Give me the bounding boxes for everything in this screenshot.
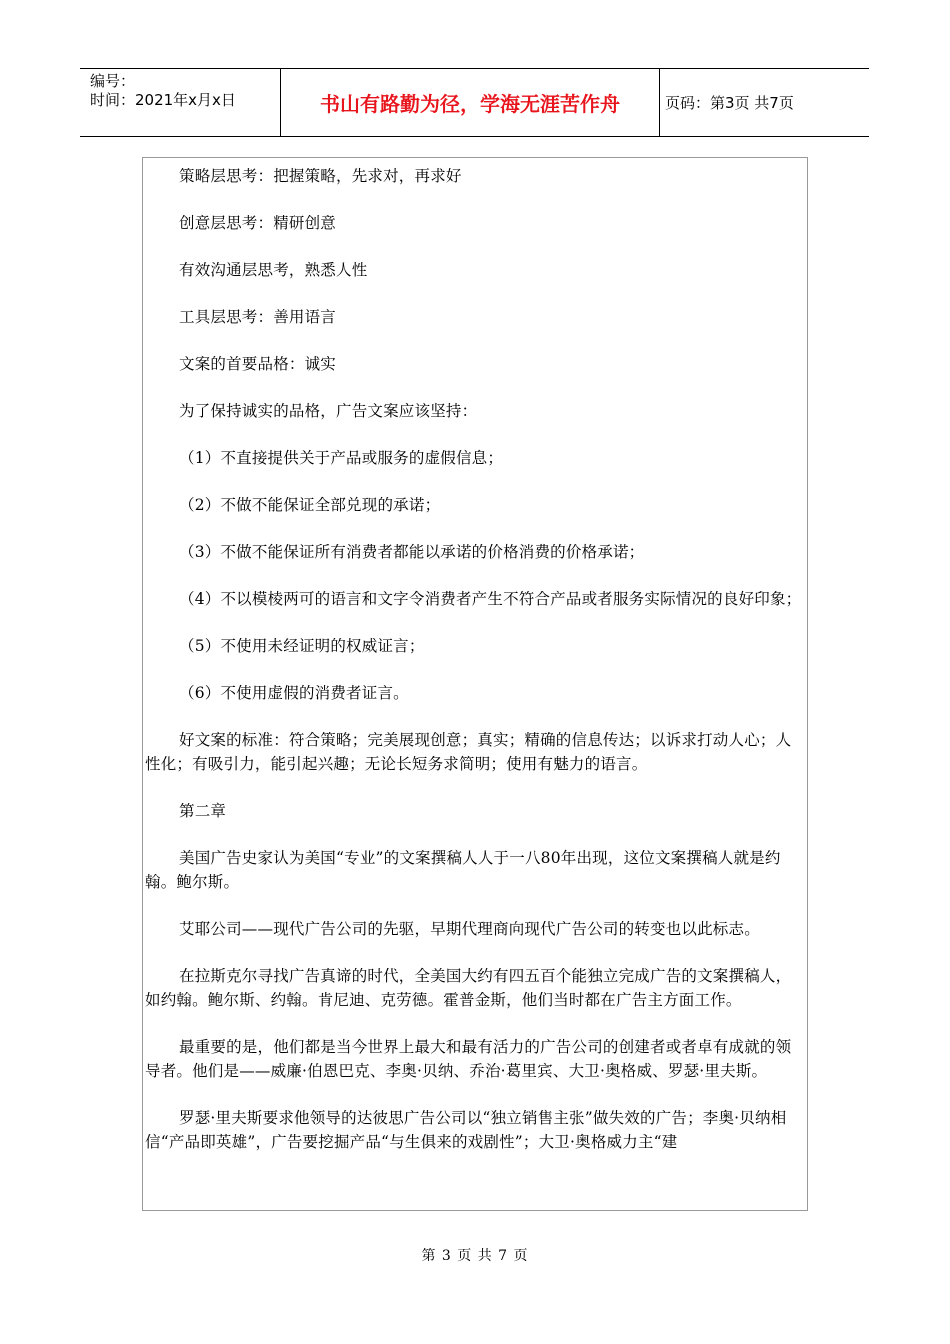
paragraph: 美国广告史家认为美国“专业”的文案撰稿人人于一八80年出现，这位文案撰稿人就是约翰。鲍尔斯。 bbox=[145, 849, 781, 891]
paragraph: 创意层思考：精研创意 bbox=[179, 214, 337, 232]
header-motto-cell bbox=[280, 69, 660, 136]
paragraph: 有效沟通层思考，熟悉人性 bbox=[179, 261, 368, 279]
paragraph: 策略层思考：把握策略，先求对，再求好 bbox=[179, 167, 462, 185]
header-meta-cell bbox=[80, 69, 280, 136]
list-item: （5）不使用未经证明的权威证言； bbox=[179, 637, 425, 655]
paragraph-list bbox=[145, 164, 805, 1177]
list-item: （2）不做不能保证全部兑现的承诺； bbox=[179, 496, 441, 514]
time-label: 时间：2021年x月x日 bbox=[90, 91, 236, 109]
paragraph: 艾耶公司——现代广告公司的先驱，早期代理商向现代广告公司的转变也以此标志。 bbox=[179, 920, 760, 938]
paragraph: 工具层思考：善用语言 bbox=[179, 308, 337, 326]
code-label: 编号： bbox=[90, 72, 136, 90]
list-item: （4）不以模棱两可的语言和文字令消费者产生不符合产品或者服务实际情况的良好印象； bbox=[179, 590, 802, 608]
chapter-heading: 第二章 bbox=[179, 802, 227, 820]
list-item: （6）不使用虚假的消费者证言。 bbox=[179, 684, 409, 702]
page-header bbox=[80, 68, 869, 137]
paragraph: 为了保持诚实的品格，广告文案应该坚持： bbox=[179, 402, 478, 420]
paragraph: 好文案的标准：符合策略；完美展现创意；真实；精确的信息传达；以诉求打动人心；人性化；有吸引力，能引起兴趣；无论长短务求简明；使用有魅力的语言。 bbox=[145, 731, 792, 773]
page-footer: 第 3 页 共 7 页 bbox=[421, 1248, 529, 1264]
list-item: （1）不直接提供关于产品或服务的虚假信息； bbox=[179, 449, 504, 467]
header-page-cell bbox=[659, 69, 869, 136]
paragraph: 最重要的是，他们都是当今世界上最大和最有活力的广告公司的创建者或者卓有成就的领导者。他们是——威廉·伯恩巴克、李奥·贝纳、乔治·葛里宾、大卫·奥格威、罗瑟·里夫斯。 bbox=[145, 1038, 792, 1080]
page-info: 页码：第3页 共7页 bbox=[665, 94, 794, 112]
paragraph: 罗瑟·里夫斯要求他领导的达彼思广告公司以“独立销售主张”做失效的广告；李奥·贝纳相信“产品即英雄”，广告要挖掘产品“与生俱来的戏剧性”；大卫·奥格威力主“建 bbox=[145, 1109, 787, 1151]
paragraph: 在拉斯克尔寻找广告真谛的时代，全美国大约有四五百个能独立完成广告的文案撰稿人，如约翰。鲍尔斯、约翰。肯尼迪、克劳德。霍普金斯，他们当时都在广告主方面工作。 bbox=[145, 967, 792, 1009]
paragraph: 文案的首要品格：诚实 bbox=[179, 355, 337, 373]
list-item: （3）不做不能保证所有消费者都能以承诺的价格消费的价格承诺； bbox=[179, 543, 645, 561]
motto: 书山有路勤为径，学海无涯苦作舟 bbox=[320, 92, 620, 116]
content-box bbox=[142, 157, 808, 1211]
